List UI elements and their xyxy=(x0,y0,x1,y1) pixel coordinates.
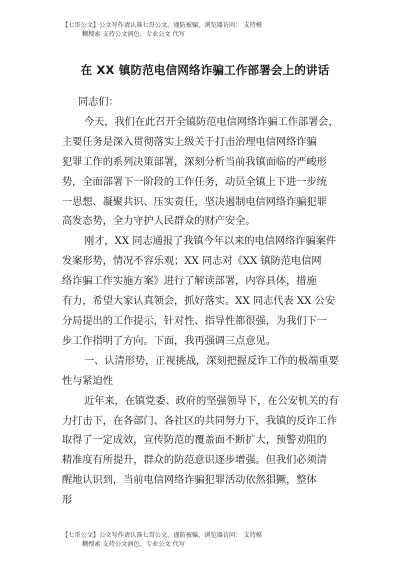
text-line: 今天，我们在此召开全镇防范电信网络诈骗工作部署会， xyxy=(84,116,339,128)
salutation: 同志们： xyxy=(78,97,119,108)
text-line: 性与紧迫性 xyxy=(62,375,113,387)
text-line: 步工作指明了方向。下面，我再强调三点意见。 xyxy=(62,335,276,347)
text-line: 一思想、凝聚共识、压实责任，坚决遏制电信网络诈骗犯罪 xyxy=(62,196,327,208)
paragraph-situation xyxy=(62,392,346,511)
text-line: 发案形势，情况不容乐观；XX 同志对《XX 镇防范电信网 xyxy=(62,256,322,268)
footer-line-1: 【七哥公文】公文写作请认准七哥公文，谨防被骗，浏览器访问： 支持模 xyxy=(62,532,262,539)
text-line: 有力，希望大家认真领会，抓好落实。XX 同志代表 XX 公安 xyxy=(62,296,336,308)
section-heading-1 xyxy=(62,352,346,392)
text-line: 分局提出的工作提示，针对性、指导性都很强，为我们下一 xyxy=(62,315,327,327)
paragraph-opening xyxy=(62,113,346,232)
text-line: 刚才，XX 同志通报了我镇今年以来的电信网络诈骗案件 xyxy=(84,236,337,248)
footer-line-2: 糊搜索 支持公文润色、专业公文 代写 xyxy=(82,541,185,548)
header-line-1: 【七哥公文】公文写作请认准七哥公文，谨防被骗，浏览器访问： 支持模 xyxy=(62,22,262,29)
text-line: 醒地认识到，当前电信网络诈骗犯罪活动依然猖獗，整体 xyxy=(62,475,317,487)
page-footer-notice xyxy=(62,531,362,549)
text-line: 势，全面部署下一阶段的工作任务，动员全镇上下进一步统 xyxy=(62,176,327,188)
page-header-notice xyxy=(62,21,362,39)
document-body xyxy=(62,93,346,511)
text-line: 高发态势，全力守护人民群众的财产安全。 xyxy=(62,216,256,228)
text-line: 取得了一定成效，宣传防范的覆盖面不断扩大，预警劝阻的 xyxy=(62,435,327,447)
text-line: 络诈骗工作实施方案》进行了解读部署，内容具体，措施 xyxy=(62,276,317,288)
text-line: 犯罪工作的系列决策部署，深刻分析当前我镇面临的严峻形 xyxy=(62,156,327,168)
text-line: 一、认清形势，正视挑战，深刻把握反诈工作的极端重要 xyxy=(84,355,339,367)
text-line: 主要任务是深入贯彻落实上级关于打击治理电信网络诈骗 xyxy=(62,136,317,148)
text-line: 力打击下，在各部门、各社区的共同努力下，我镇的反诈工作 xyxy=(62,415,338,427)
document-title: 在 XX 镇防范电信网络诈骗工作部署会上的讲话 xyxy=(80,63,330,77)
text-line: 形 xyxy=(62,495,73,507)
header-line-2: 糊搜索 支持公文润色、专业公文 代写 xyxy=(82,31,185,38)
paragraph-review xyxy=(62,232,346,351)
text-line: 近年来，在镇党委、政府的坚强领导下，在公安机关的有 xyxy=(84,395,339,407)
text-line: 精准度有所提升，群众的防范意识逐步增强。但我们必须清 xyxy=(62,455,327,467)
